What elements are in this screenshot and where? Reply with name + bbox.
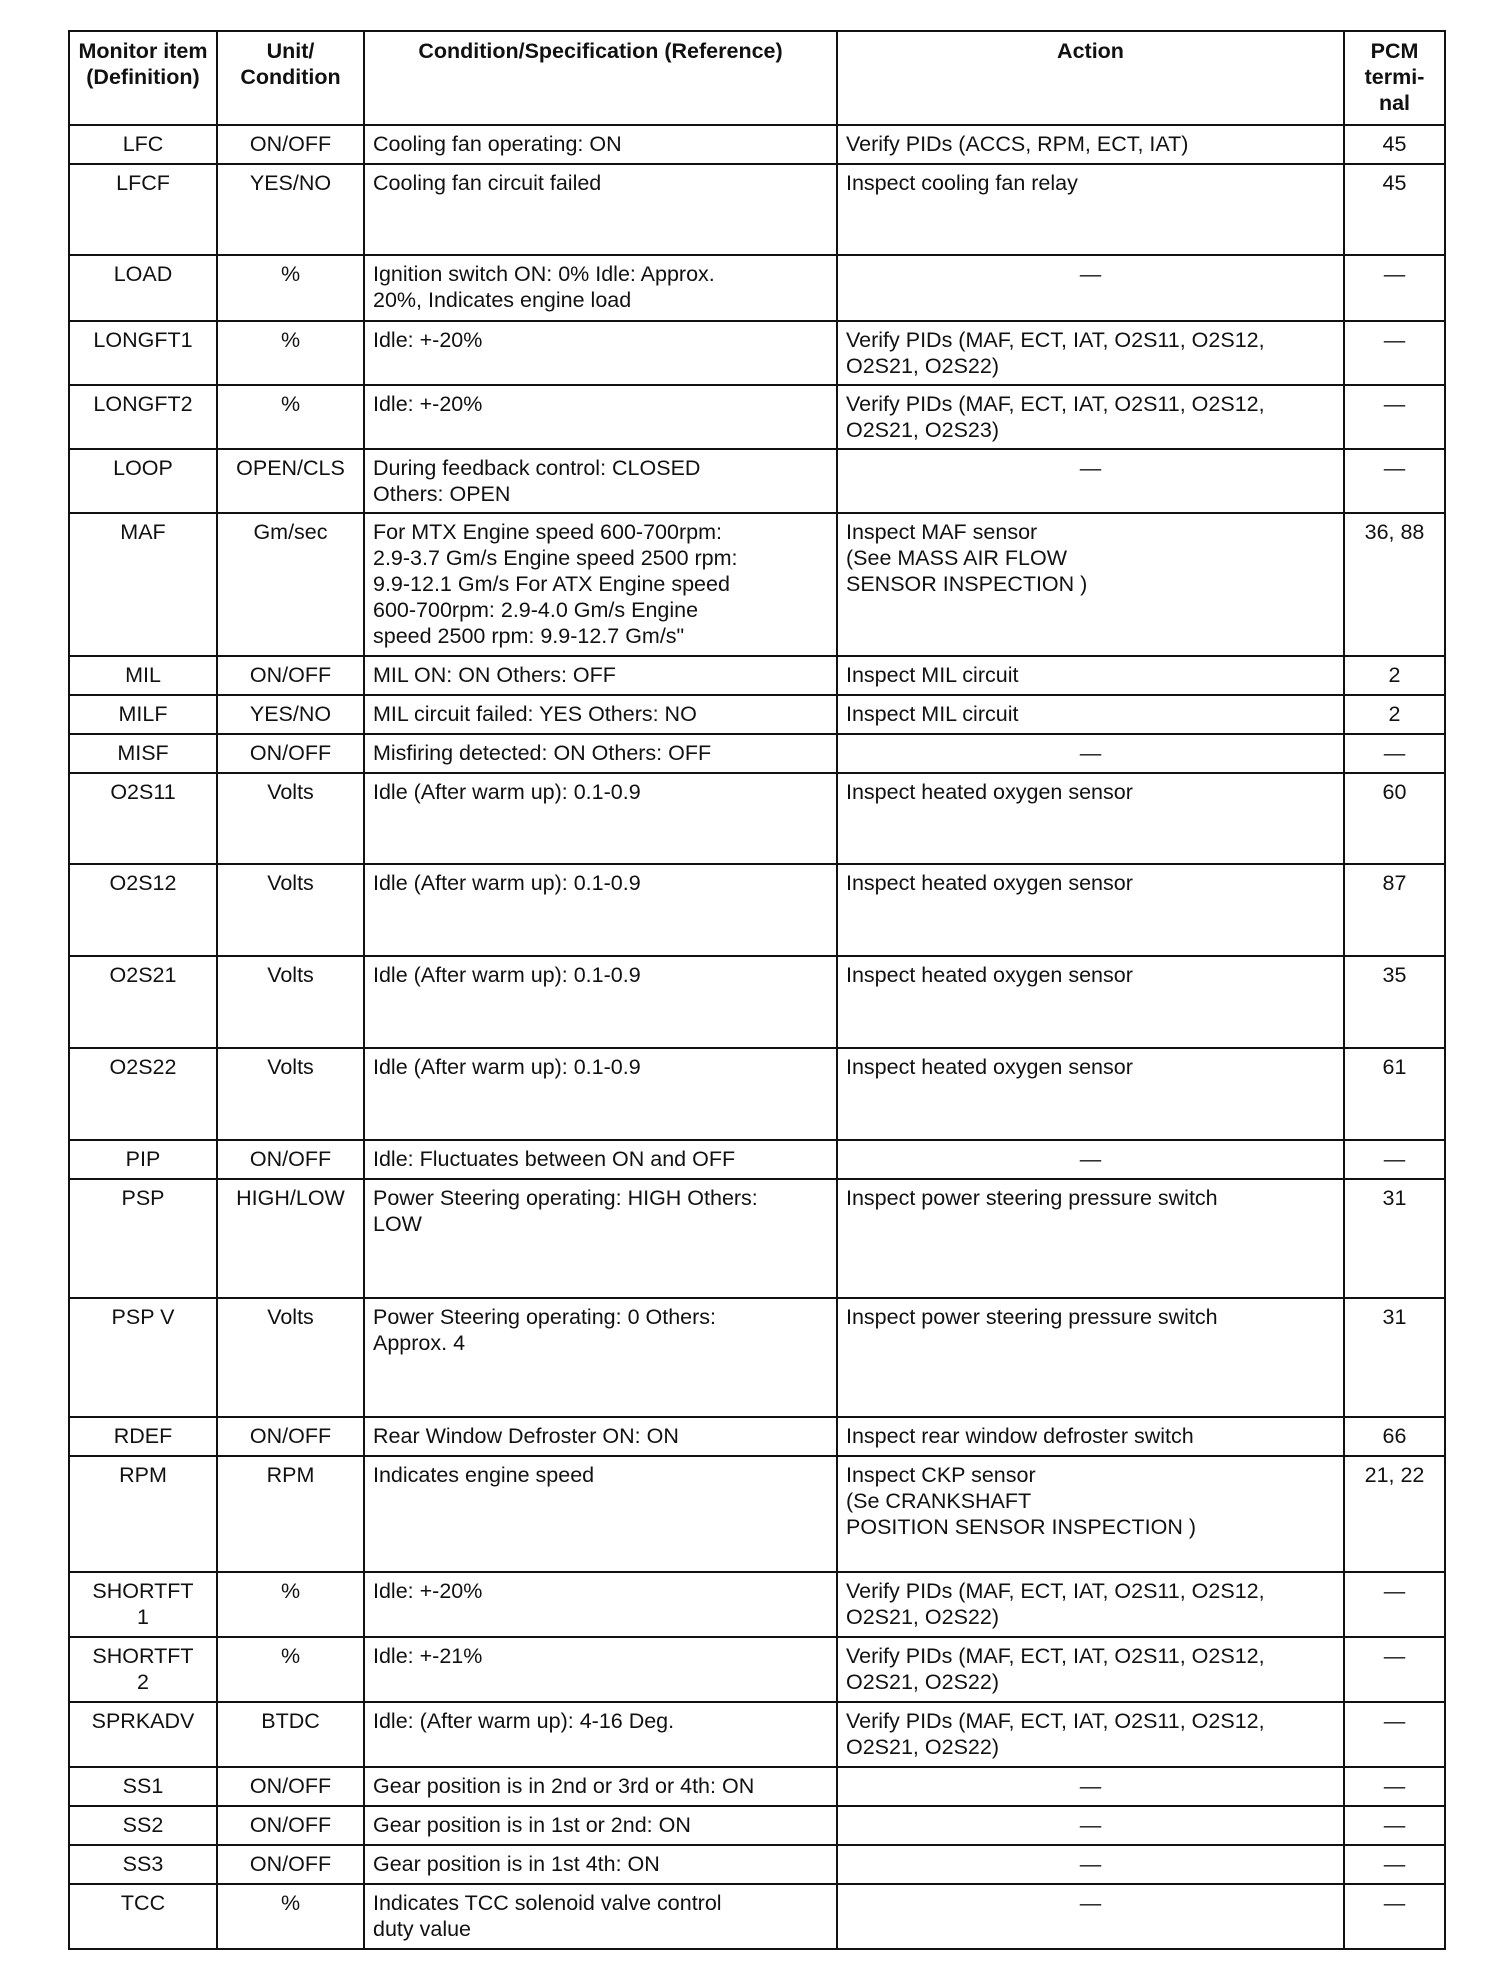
unit-cell: Volts [217,956,364,1048]
header-row [69,31,1445,125]
monitor-item-cell: SS1 [69,1767,217,1806]
unit-cell: YES/NO [217,164,364,255]
condition-cell: Idle (After warm up): 0.1-0.9 [364,773,837,864]
unit-cell: ON/OFF [217,1140,364,1179]
unit-cell: BTDC [217,1702,364,1767]
pcm-terminal-cell: 35 [1344,956,1445,1048]
action-cell: Inspect CKP sensor (Se CRANKSHAFT POSITION SENSOR INSPECTION ) [837,1456,1344,1572]
monitor-item-cell: MAF [69,513,217,656]
pcm-terminal-cell: — [1344,1767,1445,1806]
table-row [69,125,1445,164]
monitor-item-cell: SHORTFT 2 [69,1637,217,1702]
condition-cell: Gear position is in 1st or 2nd: ON [364,1806,837,1845]
table-row [69,1845,1445,1884]
pcm-terminal-cell: — [1344,1140,1445,1179]
table-row [69,1456,1445,1572]
table-row [69,255,1445,321]
monitor-item-cell: MILF [69,695,217,734]
unit-cell: Volts [217,1298,364,1417]
monitor-item-cell: LFCF [69,164,217,255]
action-cell: Verify PIDs (ACCS, RPM, ECT, IAT) [837,125,1344,164]
condition-cell: Idle: Fluctuates between ON and OFF [364,1140,837,1179]
table-row [69,513,1445,656]
condition-cell: Idle (After warm up): 0.1-0.9 [364,1048,837,1140]
unit-cell: OPEN/CLS [217,449,364,513]
monitor-item-cell: PSP V [69,1298,217,1417]
condition-cell: Idle (After warm up): 0.1-0.9 [364,956,837,1048]
unit-cell: ON/OFF [217,734,364,773]
condition-cell: Misfiring detected: ON Others: OFF [364,734,837,773]
table-row [69,956,1445,1048]
condition-cell: MIL ON: ON Others: OFF [364,656,837,695]
table-row [69,449,1445,513]
pcm-terminal-cell: — [1344,1884,1445,1949]
unit-cell: % [217,385,364,449]
monitor-item-cell: LONGFT1 [69,321,217,385]
action-cell: — [837,1140,1344,1179]
pcm-terminal-cell: 45 [1344,164,1445,255]
condition-cell: Power Steering operating: 0 Others: Approx. 4 [364,1298,837,1417]
action-cell: Inspect MIL circuit [837,656,1344,695]
table-row [69,734,1445,773]
pcm-terminal-cell: 2 [1344,695,1445,734]
pcm-terminal-cell: — [1344,1702,1445,1767]
action-cell: Inspect heated oxygen sensor [837,956,1344,1048]
action-cell: Verify PIDs (MAF, ECT, IAT, O2S11, O2S12, O2S21, O2S22) [837,1702,1344,1767]
condition-cell: Indicates engine speed [364,1456,837,1572]
header-action: Action [837,31,1344,125]
action-cell: Inspect power steering pressure switch [837,1298,1344,1417]
pid-monitor-table [68,30,1446,1950]
monitor-item-cell: PIP [69,1140,217,1179]
condition-cell: Cooling fan circuit failed [364,164,837,255]
pcm-terminal-cell: 31 [1344,1179,1445,1298]
monitor-item-cell: TCC [69,1884,217,1949]
condition-cell: Idle (After warm up): 0.1-0.9 [364,864,837,956]
table-body [69,125,1445,1949]
monitor-item-cell: LOOP [69,449,217,513]
table-row [69,385,1445,449]
table-row [69,1637,1445,1702]
pcm-terminal-cell: 87 [1344,864,1445,956]
pcm-terminal-cell: 45 [1344,125,1445,164]
pcm-terminal-cell: — [1344,321,1445,385]
unit-cell: % [217,255,364,321]
condition-cell: For MTX Engine speed 600-700rpm: 2.9-3.7 Gm/s Engine speed 2500 rpm: 9.9-12.1 Gm/s For ATX Engine speed 600-700rpm: 2.9-4.0 Gm/s Engine speed 2500 rpm: 9.9-12.7 Gm/s" [364,513,837,656]
monitor-item-cell: O2S12 [69,864,217,956]
table-row [69,321,1445,385]
condition-cell: Idle: +-21% [364,1637,837,1702]
unit-cell: RPM [217,1456,364,1572]
monitor-item-cell: MIL [69,656,217,695]
monitor-item-cell: SHORTFT 1 [69,1572,217,1637]
action-cell: Inspect power steering pressure switch [837,1179,1344,1298]
unit-cell: ON/OFF [217,656,364,695]
monitor-item-cell: SPRKADV [69,1702,217,1767]
table-row [69,164,1445,255]
monitor-item-cell: SS2 [69,1806,217,1845]
monitor-item-cell: MISF [69,734,217,773]
table-row [69,1048,1445,1140]
pcm-terminal-cell: — [1344,1845,1445,1884]
action-cell: Inspect heated oxygen sensor [837,773,1344,864]
header-condition-specification: Condition/Specification (Reference) [364,31,837,125]
pcm-terminal-cell: 21, 22 [1344,1456,1445,1572]
pcm-terminal-cell: 61 [1344,1048,1445,1140]
monitor-item-cell: RPM [69,1456,217,1572]
unit-cell: ON/OFF [217,1806,364,1845]
pcm-terminal-cell: — [1344,255,1445,321]
condition-cell: Indicates TCC solenoid valve control duty value [364,1884,837,1949]
table-row [69,1806,1445,1845]
monitor-item-cell: PSP [69,1179,217,1298]
table-row [69,695,1445,734]
action-cell: Inspect heated oxygen sensor [837,864,1344,956]
monitor-item-cell: LONGFT2 [69,385,217,449]
pcm-terminal-cell: 60 [1344,773,1445,864]
pcm-terminal-cell: — [1344,1572,1445,1637]
action-cell: Verify PIDs (MAF, ECT, IAT, O2S11, O2S12, O2S21, O2S23) [837,385,1344,449]
unit-cell: Volts [217,864,364,956]
table-row [69,1417,1445,1456]
header-monitor-item: Monitor item (Definition) [69,31,217,125]
pcm-terminal-cell: — [1344,385,1445,449]
unit-cell: ON/OFF [217,125,364,164]
action-cell: Inspect heated oxygen sensor [837,1048,1344,1140]
action-cell: — [837,1845,1344,1884]
table-row [69,1298,1445,1417]
condition-cell: Rear Window Defroster ON: ON [364,1417,837,1456]
monitor-item-cell: SS3 [69,1845,217,1884]
unit-cell: YES/NO [217,695,364,734]
condition-cell: Gear position is in 1st 4th: ON [364,1845,837,1884]
header-pcm-terminal: PCM termi-nal [1344,31,1445,125]
monitor-item-cell: LFC [69,125,217,164]
unit-cell: % [217,1884,364,1949]
table-row [69,1702,1445,1767]
table-row [69,1140,1445,1179]
action-cell: Verify PIDs (MAF, ECT, IAT, O2S11, O2S12, O2S21, O2S22) [837,321,1344,385]
action-cell: Inspect rear window defroster switch [837,1417,1344,1456]
unit-cell: Gm/sec [217,513,364,656]
monitor-item-cell: LOAD [69,255,217,321]
pcm-terminal-cell: — [1344,734,1445,773]
table-row [69,1179,1445,1298]
unit-cell: ON/OFF [217,1845,364,1884]
unit-cell: HIGH/LOW [217,1179,364,1298]
action-cell: Inspect MIL circuit [837,695,1344,734]
action-cell: — [837,255,1344,321]
condition-cell: Cooling fan operating: ON [364,125,837,164]
pcm-terminal-cell: — [1344,1637,1445,1702]
unit-cell: Volts [217,1048,364,1140]
condition-cell: MIL circuit failed: YES Others: NO [364,695,837,734]
condition-cell: Idle: +-20% [364,321,837,385]
table-row [69,864,1445,956]
condition-cell: Idle: (After warm up): 4-16 Deg. [364,1702,837,1767]
unit-cell: % [217,321,364,385]
action-cell: — [837,449,1344,513]
unit-cell: ON/OFF [217,1767,364,1806]
monitor-item-cell: O2S21 [69,956,217,1048]
pcm-terminal-cell: 36, 88 [1344,513,1445,656]
table-row [69,1767,1445,1806]
header-unit-condition: Unit/ Condition [217,31,364,125]
action-cell: Inspect cooling fan relay [837,164,1344,255]
unit-cell: ON/OFF [217,1417,364,1456]
table-row [69,656,1445,695]
unit-cell: % [217,1572,364,1637]
pcm-terminal-cell: 31 [1344,1298,1445,1417]
action-cell: Inspect MAF sensor (See MASS AIR FLOW SENSOR INSPECTION ) [837,513,1344,656]
action-cell: Verify PIDs (MAF, ECT, IAT, O2S11, O2S12, O2S21, O2S22) [837,1572,1344,1637]
monitor-item-cell: RDEF [69,1417,217,1456]
action-cell: — [837,734,1344,773]
condition-cell: Gear position is in 2nd or 3rd or 4th: ON [364,1767,837,1806]
action-cell: Verify PIDs (MAF, ECT, IAT, O2S11, O2S12, O2S21, O2S22) [837,1637,1344,1702]
action-cell: — [837,1884,1344,1949]
unit-cell: % [217,1637,364,1702]
condition-cell: Idle: +-20% [364,1572,837,1637]
pcm-terminal-cell: — [1344,449,1445,513]
pcm-terminal-cell: — [1344,1806,1445,1845]
condition-cell: Power Steering operating: HIGH Others: LOW [364,1179,837,1298]
condition-cell: Ignition switch ON: 0% Idle: Approx. 20%, Indicates engine load [364,255,837,321]
action-cell: — [837,1767,1344,1806]
table-row [69,1572,1445,1637]
condition-cell: During feedback control: CLOSED Others: OPEN [364,449,837,513]
monitor-item-cell: O2S11 [69,773,217,864]
pcm-terminal-cell: 2 [1344,656,1445,695]
pcm-terminal-cell: 66 [1344,1417,1445,1456]
action-cell: — [837,1806,1344,1845]
table-row [69,1884,1445,1949]
unit-cell: Volts [217,773,364,864]
table-row [69,773,1445,864]
monitor-item-cell: O2S22 [69,1048,217,1140]
condition-cell: Idle: +-20% [364,385,837,449]
